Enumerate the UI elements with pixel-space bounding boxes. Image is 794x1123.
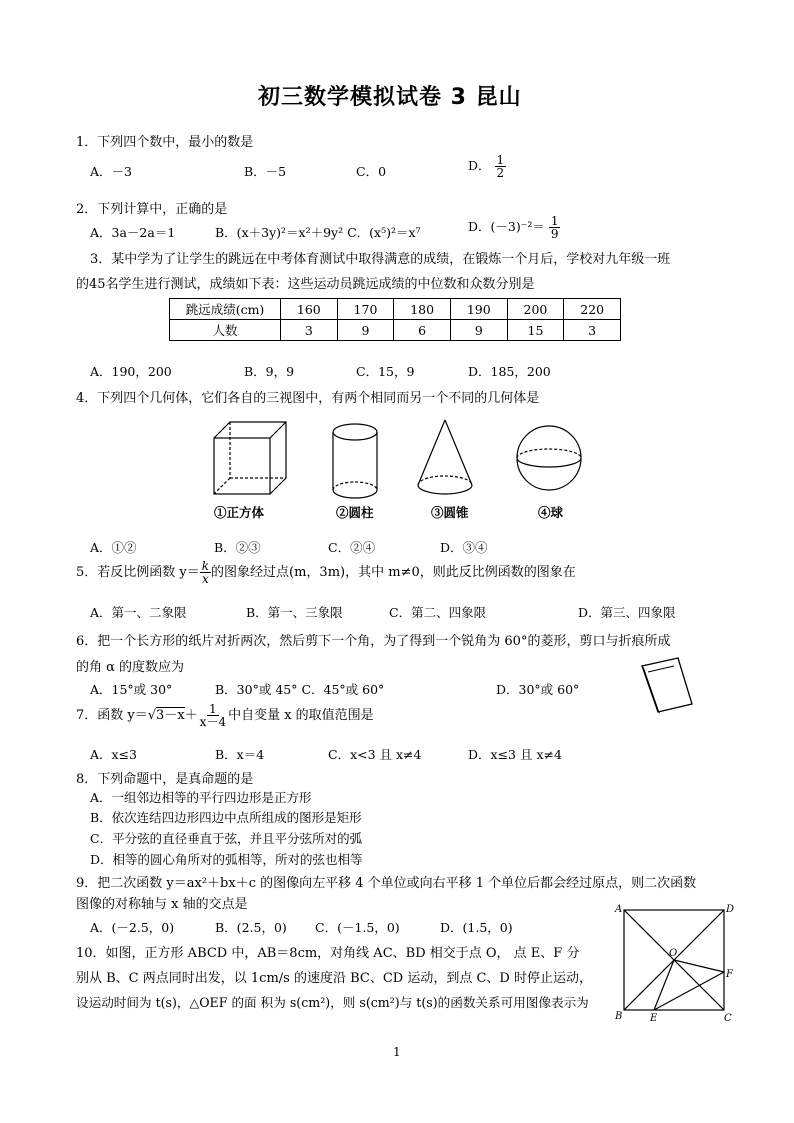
q7-plus: ＋: [184, 708, 198, 723]
q7-option-d: D．x≤3 且 x≠4: [468, 747, 562, 762]
cone-figure: [418, 420, 472, 494]
table-cell: 170: [337, 299, 394, 320]
q9-option-a: A．(－2.5，0): [90, 920, 175, 935]
q5-option-a: A．第一、二象限: [90, 605, 187, 620]
q7-stem: [76, 703, 374, 728]
q3-line2: 的45名学生进行测试，成绩如下表：这些运动员跳远成绩的中位数和众数分别是: [76, 277, 535, 292]
q5-option-c: C．第二、四象限: [389, 605, 487, 620]
q7-stem-pre: 7．函数 y＝: [76, 708, 148, 723]
sqrt-icon: √: [147, 708, 157, 723]
folded-paper-figure: [636, 652, 698, 718]
q4-option-a: A．①②: [90, 540, 137, 555]
label-b: B: [615, 1011, 623, 1022]
table-cell: 9: [450, 320, 507, 341]
table-row: [170, 299, 621, 320]
table-row: [170, 320, 621, 341]
q3-option-d: D．185，200: [468, 364, 551, 379]
q1-option-b: B．－5: [244, 164, 287, 179]
q2-option-d: [468, 215, 560, 240]
table-cell: 9: [337, 320, 394, 341]
label-o: O: [669, 948, 678, 959]
cube-figure: [214, 422, 286, 494]
segment-of: [674, 960, 724, 972]
label-e: E: [650, 1013, 658, 1024]
page-number: 1: [393, 1045, 401, 1059]
table-cell: 160: [281, 299, 338, 320]
q2-option-a: A．3a－2a＝1: [90, 225, 176, 240]
q1-option-d: [468, 154, 506, 179]
q4-option-d: D．③④: [440, 540, 488, 555]
q5-fraction: [200, 560, 211, 585]
q7-radicand: 3－x: [156, 708, 185, 723]
q5-option-d: D．第三、四象限: [578, 605, 676, 620]
fraction-denominator: 2: [496, 166, 505, 180]
q4-caption-sphere: ④球: [538, 505, 564, 520]
table-cell: 6: [394, 320, 451, 341]
q6-option-d: D．30°或 60°: [496, 682, 580, 697]
q2-option-d-label: D．(－3)⁻²＝: [468, 219, 545, 234]
q8-option-c: C．平分弦的直径垂直于弦，并且平分弦所对的弧: [90, 831, 363, 846]
q9-line1: 9．把二次函数 y＝ax²＋bx＋c 的图像向左平移 4 个单位或向右平移 1 个单位后都会经过原点，则二次函数: [76, 876, 697, 891]
q8-option-b: B．依次连结四边形四边中点所组成的图形是矩形: [90, 810, 362, 825]
label-a: A: [615, 904, 623, 915]
label-f: F: [726, 969, 733, 980]
q6-line1: 6．把一个长方形的纸片对折两次，然后剪下一个角，为了得到一个锐角为 60°的菱形，剪口与折痕所成: [76, 634, 671, 649]
table-cell: 200: [507, 299, 564, 320]
q4-option-c: C．②④: [328, 540, 376, 555]
q9-option-c: C．(－1.5，0): [315, 920, 400, 935]
fraction-denominator: x: [202, 572, 209, 586]
q10-line3: 设运动时间为 t(s)，△OEF 的面 积为 s(cm²)，则 s(cm²)与 t(s)的函数关系可用图像表示为: [76, 995, 589, 1010]
fraction-numerator: k: [201, 559, 210, 573]
q4-caption-cylinder: ②圆柱: [336, 505, 374, 520]
q8-option-a: A．一组邻边相等的平行四边形是正方形: [90, 790, 312, 805]
fraction-numerator: 1: [496, 153, 505, 167]
sphere-figure: [517, 426, 581, 490]
q3-option-b: B．9，9: [244, 364, 295, 379]
q9-line2: 图像的对称轴与 x 轴的交点是: [76, 897, 248, 912]
q7-option-b: B．x＝4: [215, 747, 265, 762]
q1-fraction: [495, 154, 507, 179]
q5-stem-post: 的图象经过点(m，3m)，其中 m≠0，则此反比例函数的图象在: [211, 565, 576, 580]
q3-option-c: C．15，9: [356, 364, 415, 379]
q9-option-b: B．(2.5，0): [215, 920, 287, 935]
q6-option-bc: B．30°或 45° C．45°或 60°: [215, 682, 385, 697]
segment-ef: [654, 972, 724, 1010]
q5-option-b: B．第一、三象限: [246, 605, 343, 620]
q6-option-a: A．15°或 30°: [90, 682, 173, 697]
q1-option-c: C．0: [356, 164, 387, 179]
page-title: 初三数学模拟试卷 3 昆山: [258, 85, 522, 110]
q8-stem: 8．下列命题中，是真命题的是: [76, 772, 254, 787]
q9-option-d: D．(1.5，0): [440, 920, 513, 935]
table-cell: 220: [564, 299, 621, 320]
q7-fraction: [198, 703, 228, 728]
table-cell: 15: [507, 320, 564, 341]
table-cell: 3: [281, 320, 338, 341]
q4-caption-cone: ③圆锥: [431, 505, 469, 520]
q7-option-a: A．x≤3: [90, 747, 138, 762]
table-cell: 跳远成绩(cm): [170, 299, 281, 320]
label-d: D: [726, 904, 735, 915]
q10-line2: 别从 B、C 两点同时出发，以 1cm/s 的速度沿 BC、CD 运动，到点 C、D 时停止运动，: [76, 971, 592, 986]
fraction-numerator: 1: [209, 702, 217, 716]
table-cell: 3: [564, 320, 621, 341]
q3-option-a: A．190，200: [90, 364, 172, 379]
segment-oe: [654, 960, 674, 1010]
table-cell: 人数: [170, 320, 281, 341]
fraction-denominator: x－4: [199, 715, 227, 729]
label-c: C: [724, 1013, 732, 1024]
score-table: [169, 298, 621, 341]
q2-fraction: [549, 215, 561, 240]
q7-option-c: C．x<3 且 x≠4: [328, 747, 422, 762]
q8-option-d: D．相等的圆心角所对的弧相等，所对的弦也相等: [90, 852, 363, 867]
q10-line1: 10．如图，正方形 ABCD 中，AB＝8cm，对角线 AC、BD 相交于点 O， 点 E、F 分: [76, 946, 580, 961]
q2-stem: 2．下列计算中，正确的是: [76, 202, 228, 217]
q7-stem-post: 中自变量 x 的取值范围是: [228, 708, 374, 723]
fraction-denominator: 9: [550, 227, 559, 241]
q1-option-a: A．－3: [90, 164, 132, 179]
q6-line2: 的角 α 的度数应为: [76, 660, 185, 675]
fraction-numerator: 1: [550, 214, 559, 228]
q1-stem: 1．下列四个数中，最小的数是: [76, 135, 254, 150]
cylinder-figure: [333, 424, 377, 498]
square-figure: [612, 900, 736, 1024]
table-cell: 180: [394, 299, 451, 320]
q2-option-bc: B．(x＋3y)²＝x²＋9y² C．(x⁵)²＝x⁷: [215, 225, 421, 240]
q3-line1: 3．某中学为了让学生的跳远在中考体育测试中取得满意的成绩，在锻炼一个月后，学校对九年级一班: [90, 252, 671, 267]
q5-stem: [76, 560, 576, 585]
table-cell: 190: [450, 299, 507, 320]
q5-stem-pre: 5．若反比例函数 y＝: [76, 565, 200, 580]
q1-option-d-label: D．: [468, 158, 491, 173]
q4-caption-cube: ①正方体: [214, 505, 265, 520]
q4-option-b: B．②③: [214, 540, 261, 555]
q4-stem: 4．下列四个几何体，它们各自的三视图中，有两个相同而另一个不同的几何体是: [76, 391, 540, 406]
